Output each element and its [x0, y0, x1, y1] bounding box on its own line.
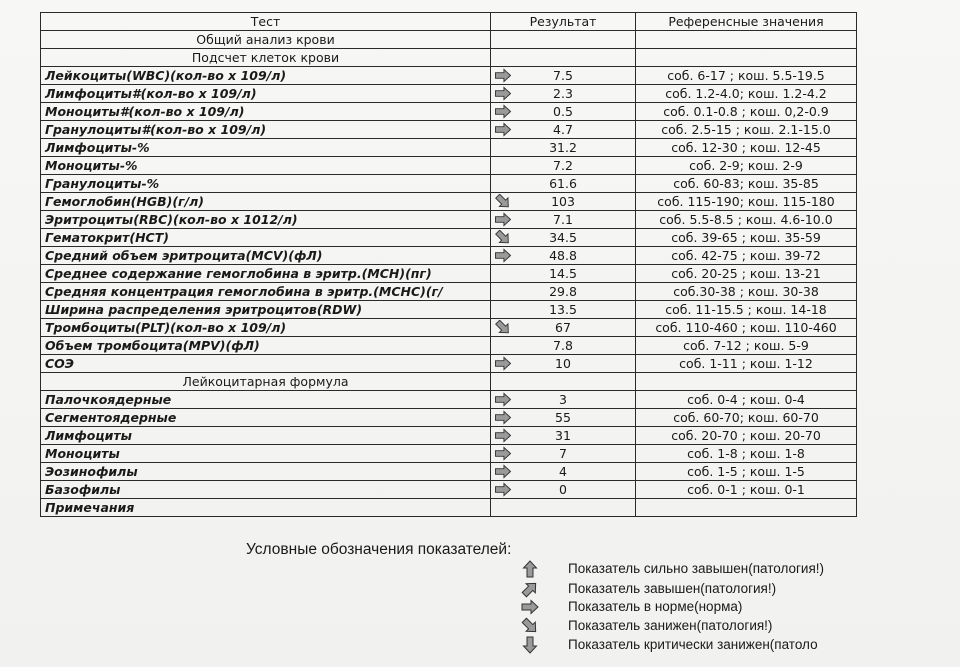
table-row — [41, 391, 857, 409]
table-row — [41, 229, 857, 247]
test-name: СОЭ — [41, 355, 491, 373]
result-value: 0 — [559, 481, 567, 497]
test-result — [491, 175, 636, 193]
arrow-right-icon — [493, 464, 513, 479]
table-row — [41, 355, 857, 373]
result-value: 34.5 — [549, 229, 577, 245]
test-name: Среднее содержание гемоглобина в эритр.(MCH)(пг) — [41, 265, 491, 283]
arrow-up-right-icon — [520, 580, 540, 598]
section-formula-row — [41, 373, 857, 391]
reference-range: соб. 2-9; кош. 2-9 — [636, 157, 857, 175]
test-name: Объем тромбоцита(MPV)(фЛ) — [41, 337, 491, 355]
legend-label: Показатель сильно завышен(патология!) — [568, 561, 825, 576]
test-result — [491, 319, 636, 337]
reference-range: соб. 20-70 ; кош. 20-70 — [636, 427, 857, 445]
table-row — [41, 481, 857, 499]
table-row — [41, 175, 857, 193]
table-body — [41, 31, 857, 517]
test-result — [491, 193, 636, 211]
test-result — [491, 211, 636, 229]
test-name: Средняя концентрация гемоглобина в эритр.(MCHC)(г/ — [41, 283, 491, 301]
arrow-right-icon — [493, 410, 513, 425]
arrow-down-right-icon — [520, 617, 540, 635]
test-result — [491, 265, 636, 283]
result-value: 31.2 — [549, 139, 577, 155]
reference-range: соб. 0-4 ; кош. 0-4 — [636, 391, 857, 409]
result-value: 2.3 — [553, 85, 573, 101]
reference-range: соб. 5.5-8.5 ; кош. 4.6-10.0 — [636, 211, 857, 229]
arrow-up-icon — [520, 560, 540, 578]
legend-label: Показатель критически занижен(патоло — [568, 637, 818, 652]
test-result — [491, 103, 636, 121]
arrow-down-right-icon — [493, 320, 513, 335]
test-name: Тромбоциты(PLT)(кол-во х 109/л) — [41, 319, 491, 337]
reference-range: соб. 60-83; кош. 35-85 — [636, 175, 857, 193]
table-row — [41, 157, 857, 175]
table-row — [41, 319, 857, 337]
table-row — [41, 139, 857, 157]
test-result — [491, 427, 636, 445]
arrow-right-icon — [493, 212, 513, 227]
test-result — [491, 85, 636, 103]
test-result — [491, 337, 636, 355]
table-row — [41, 265, 857, 283]
legend-label: Показатель завышен(патология!) — [568, 581, 777, 596]
reference-range: соб.30-38 ; кош. 30-38 — [636, 283, 857, 301]
result-value: 31 — [555, 427, 571, 443]
reference-range: соб. 12-30 ; кош. 12-45 — [636, 139, 857, 157]
legend-title: Условные обозначения показателей: — [246, 541, 512, 558]
test-result — [491, 229, 636, 247]
arrow-right-icon — [493, 392, 513, 407]
notes-row — [41, 499, 857, 517]
result-value: 7.8 — [553, 337, 573, 353]
table-header-row — [41, 13, 857, 31]
arrow-down-icon — [520, 636, 540, 654]
result-value: 14.5 — [549, 265, 577, 281]
test-name: Эозинофилы — [41, 463, 491, 481]
arrow-right-icon — [493, 86, 513, 101]
result-value: 4.7 — [553, 121, 573, 137]
section-count-title: Подсчет клеток крови — [41, 49, 491, 67]
result-value: 48.8 — [549, 247, 577, 263]
test-name: Гемоглобин(HGB)(г/л) — [41, 193, 491, 211]
test-result — [491, 157, 636, 175]
result-value: 13.5 — [549, 301, 577, 317]
reference-range: соб. 1-8 ; кош. 1-8 — [636, 445, 857, 463]
header-reference: Референсные значения — [636, 13, 857, 31]
test-name: Палочкоядерные — [41, 391, 491, 409]
table-row — [41, 409, 857, 427]
result-value: 7.5 — [553, 67, 573, 83]
notes-label: Примечания — [41, 499, 491, 517]
test-result — [491, 481, 636, 499]
arrow-right-icon — [493, 122, 513, 137]
arrow-right-icon — [493, 68, 513, 83]
table-row — [41, 247, 857, 265]
arrow-right-icon — [493, 248, 513, 263]
result-value: 3 — [559, 391, 567, 407]
test-name: Моноциты-% — [41, 157, 491, 175]
result-value: 0.5 — [553, 103, 573, 119]
reference-range: соб. 1-11 ; кош. 1-12 — [636, 355, 857, 373]
test-name: Эритроциты(RBC)(кол-во х 1012/л) — [41, 211, 491, 229]
test-name: Ширина распределения эритроцитов(RDW) — [41, 301, 491, 319]
reference-range: соб. 110-460 ; кош. 110-460 — [636, 319, 857, 337]
table-row — [41, 67, 857, 85]
test-name: Лимфоциты — [41, 427, 491, 445]
section-general-row — [41, 31, 857, 49]
result-value: 67 — [555, 319, 571, 335]
result-value: 7.2 — [553, 157, 573, 173]
table-row — [41, 445, 857, 463]
result-value: 61.6 — [549, 175, 577, 191]
arrow-down-right-icon — [493, 194, 513, 209]
table-row — [41, 283, 857, 301]
test-result — [491, 391, 636, 409]
test-name: Гематокрит(HCT) — [41, 229, 491, 247]
result-value: 7 — [559, 445, 567, 461]
test-name: Моноциты — [41, 445, 491, 463]
reference-range: соб. 60-70; кош. 60-70 — [636, 409, 857, 427]
table-row — [41, 463, 857, 481]
arrow-right-icon — [493, 104, 513, 119]
table-row — [41, 121, 857, 139]
test-name: Средний объем эритроцита(MCV)(фЛ) — [41, 247, 491, 265]
reference-range: соб. 6-17 ; кош. 5.5-19.5 — [636, 67, 857, 85]
result-value: 7.1 — [553, 211, 573, 227]
reference-range: соб. 0-1 ; кош. 0-1 — [636, 481, 857, 499]
test-name: Сегментоядерные — [41, 409, 491, 427]
arrow-down-right-icon — [493, 230, 513, 245]
table-row — [41, 193, 857, 211]
arrow-right-icon — [493, 446, 513, 461]
test-result — [491, 463, 636, 481]
result-value: 10 — [555, 355, 571, 371]
section-count-row — [41, 49, 857, 67]
test-name: Моноциты#(кол-во х 109/л) — [41, 103, 491, 121]
test-name: Лейкоциты(WBC)(кол-во х 109/л) — [41, 67, 491, 85]
test-name: Лимфоциты#(кол-во х 109/л) — [41, 85, 491, 103]
test-name: Базофилы — [41, 481, 491, 499]
test-result — [491, 283, 636, 301]
test-name: Лимфоциты-% — [41, 139, 491, 157]
table-row — [41, 85, 857, 103]
reference-range: соб. 42-75 ; кош. 39-72 — [636, 247, 857, 265]
legend-label: Показатель в норме(норма) — [568, 599, 743, 614]
result-value: 55 — [555, 409, 571, 425]
reference-range: соб. 20-25 ; кош. 13-21 — [636, 265, 857, 283]
test-name: Гранулоциты-% — [41, 175, 491, 193]
blood-test-table — [40, 12, 857, 517]
section-formula-title: Лейкоцитарная формула — [41, 373, 491, 391]
test-result — [491, 121, 636, 139]
reference-range: соб. 7-12 ; кош. 5-9 — [636, 337, 857, 355]
test-result — [491, 67, 636, 85]
header-result: Результат — [491, 13, 636, 31]
reference-range: соб. 1-5 ; кош. 1-5 — [636, 463, 857, 481]
legend-label: Показатель занижен(патология!) — [568, 618, 773, 633]
table-row — [41, 427, 857, 445]
reference-range: соб. 11-15.5 ; кош. 14-18 — [636, 301, 857, 319]
result-value: 29.8 — [549, 283, 577, 299]
test-name: Гранулоциты#(кол-во х 109/л) — [41, 121, 491, 139]
result-value: 103 — [551, 193, 575, 209]
arrow-right-icon — [493, 482, 513, 497]
reference-range: соб. 2.5-15 ; кош. 2.1-15.0 — [636, 121, 857, 139]
test-result — [491, 445, 636, 463]
table-row — [41, 337, 857, 355]
arrow-right-icon — [493, 356, 513, 371]
reference-range: соб. 0.1-0.8 ; кош. 0,2-0.9 — [636, 103, 857, 121]
table-row — [41, 211, 857, 229]
test-result — [491, 247, 636, 265]
test-result — [491, 409, 636, 427]
section-general-title: Общий анализ крови — [41, 31, 491, 49]
result-value: 4 — [559, 463, 567, 479]
test-result — [491, 301, 636, 319]
reference-range: соб. 115-190; кош. 115-180 — [636, 193, 857, 211]
reference-range: соб. 1.2-4.0; кош. 1.2-4.2 — [636, 85, 857, 103]
test-result — [491, 355, 636, 373]
test-result — [491, 139, 636, 157]
arrow-right-icon — [493, 428, 513, 443]
header-test: Тест — [41, 13, 491, 31]
table-row — [41, 103, 857, 121]
arrow-right-icon — [520, 598, 540, 616]
reference-range: соб. 39-65 ; кош. 35-59 — [636, 229, 857, 247]
table-row — [41, 301, 857, 319]
